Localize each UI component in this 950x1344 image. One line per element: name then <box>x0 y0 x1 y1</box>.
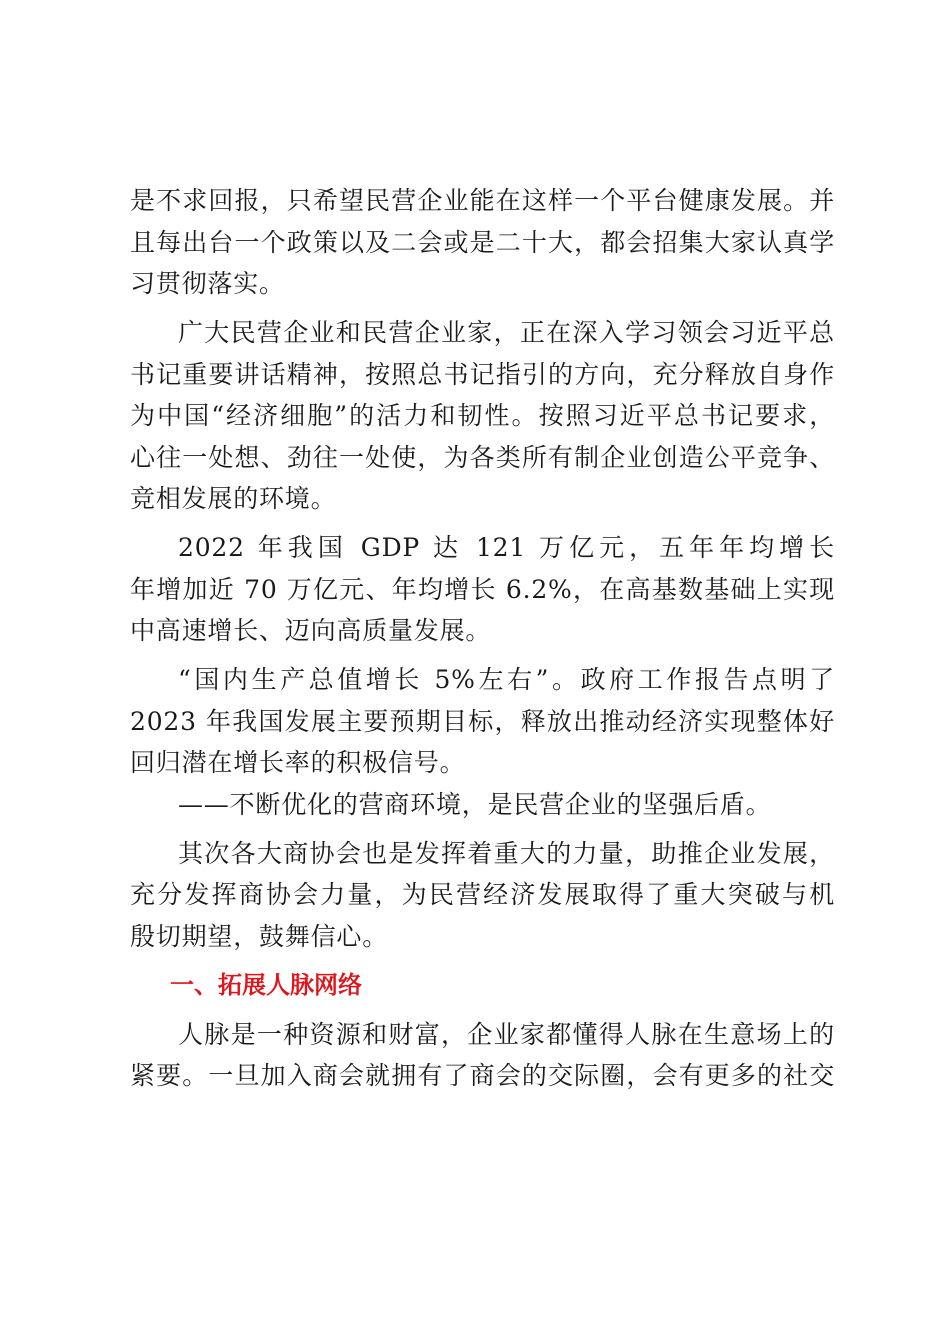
paragraph <box>130 659 835 784</box>
text-line: 殷切期望，鼓舞信心。 <box>130 921 389 951</box>
paragraph <box>130 784 835 826</box>
text-line: 广大民营企业和民营企业家，正在深入学习领会习近平总 <box>178 318 835 347</box>
document-body <box>130 180 835 1097</box>
text-line: 2023 年我国发展主要预期目标，释放出推动经济实现整体好 <box>130 706 835 736</box>
text-line: 充分发挥商协会力量，为民营经济发展取得了重大突破与机 <box>130 880 835 909</box>
text-line: 是不求回报，只希望民营企业能在这样一个平台健康发展。并 <box>130 186 835 215</box>
paragraph <box>130 833 835 958</box>
text-line: 且每出台一个政策以及二会或是二十大，都会招集大家认真学 <box>130 227 835 257</box>
text-line: 紧要。一旦加入商会就拥有了商会的交际圈，会有更多的社交 <box>130 1061 835 1090</box>
text-line: ——不断优化的营商环境，是民营企业的坚强后盾。 <box>178 789 772 819</box>
paragraph <box>130 1014 835 1097</box>
text-line: 竞相发展的环境。 <box>130 484 337 513</box>
paragraph <box>130 527 835 652</box>
text-line: 中高速增长、迈向高质量发展。 <box>130 616 492 645</box>
text-line: 习贯彻落实。 <box>130 269 285 298</box>
text-line: 其次各大商协会也是发挥着重大的力量，助推企业发展， <box>178 838 835 868</box>
text-line: 书记重要讲话精神，按照总书记指引的方向，充分释放自身作 <box>130 359 835 389</box>
section-heading: 一、拓展人脉网络 <box>170 970 362 999</box>
text-line: “国内生产总值增长 5%左右”。政府工作报告点明了 <box>178 665 835 694</box>
text-line: 人脉是一种资源和财富，企业家都懂得人脉在生意场上的 <box>178 1019 835 1049</box>
text-line: 心往一处想、劲往一处使，为各类所有制企业创造公平竞争、 <box>130 442 835 472</box>
text-line: 回归潜在增长率的积极信号。 <box>130 748 466 777</box>
text-line: 为中国“经济细胞”的活力和韧性。按照习近平总书记要求， <box>130 401 835 430</box>
text-line: 2022 年我国 GDP 达 121 万亿元，五年年均增长 <box>178 533 835 562</box>
paragraph <box>130 180 835 305</box>
text-line: 年增加近 70 万亿元、年均增长 6.2%，在高基数基础上实现 <box>130 574 835 604</box>
paragraph <box>130 312 835 520</box>
